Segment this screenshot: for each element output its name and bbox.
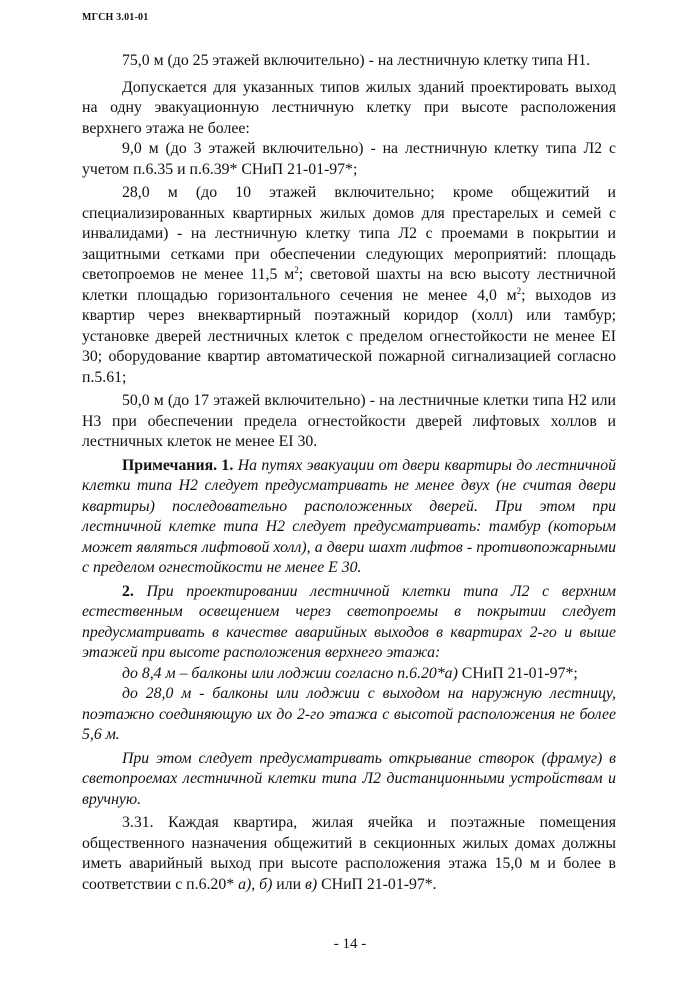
note-2-item-c: При этом следует предусматривать открывание створок (фрамуг) в светопроемах лестничной клетки типа Л2 дистанционными устройствам и вручную. — [82, 749, 616, 808]
notes-label: Примечания. 1. — [122, 456, 234, 474]
note-2-item-a-italic: до 8,4 м – балконы или лоджии согласно п.6.20*а) — [122, 664, 458, 682]
note-2-item-b: до 28,0 м - балконы или лоджии с выходом на наружную лестницу, поэтажно соединяющую их до 2-го этажа с высотой расположения не более 5,6 м. — [82, 685, 616, 743]
superscript-square: 2 — [516, 285, 522, 296]
clause-3-31 — [82, 813, 616, 895]
paragraph-50m-limit: 50,0 м (до 17 этажей включительно) - на лестничные клетки типа Н2 или Н3 при обеспечении предела огнестойкости дверей лифтовых холлов и лестничных клеток не менее EI 30. — [82, 392, 616, 450]
note-1-text: На путях эвакуации от двери квартиры до лестничной клетки типа Н2 следует предусматривать не менее двух (не считая двери квартиры) последовательно расположенных дверей. При этом при лестничной клетке типа Н2 следует предусматривать: тамбур (которым может являться лифтовой холл), а двери шахт лифтов - противопожарными с пределом огнестойкости не менее Е 30. — [82, 456, 617, 576]
clause-text-c: или — [272, 875, 306, 893]
paragraph-9m-limit: 9,0 м (до 3 этажей включительно) - на лестничную клетку типа Л2 с учетом п.6.35 и п.6.39* СНиП 21-01-97*; — [82, 140, 616, 178]
page-number: - 14 - — [333, 936, 367, 952]
note-2 — [82, 582, 616, 664]
clause-text-a: 3.31. Каждая квартира, жилая ячейка и поэтажные помещения общественного назначения общежитий в секционных жилых домах должны иметь аварийный выход при высоте расположения этажа 15,0 м и более в соответствии с п.6.20* — [82, 814, 616, 893]
note-2-item-a — [82, 664, 616, 685]
clause-text-e: СНиП 21-01-97*. — [317, 875, 437, 893]
clause-text-d: в) — [305, 875, 318, 893]
paragraph-28m-text-a: 28,0 м (до 10 этажей включительно; кроме общежитий и специализированных квартирных жилых домов для престарелых и семей с инвалидами) - на лестничную клетку типа Л2 с проемами в покрытии и защитными сетками при обеспечении следующих мероприятий: площадь светопроемов не менее 11,5 м — [82, 184, 616, 283]
paragraph-28m-limit — [82, 183, 616, 388]
paragraph-h1-limit: 75,0 м (до 25 этажей включительно) - на лестничную клетку типа Н1. — [122, 52, 591, 69]
paragraph-28m-text-b: ; световой шахты на всю высоту лестничной клетки площадью горизонтального сечения не менее 4,0 м — [82, 266, 616, 304]
note-2-label: 2. — [122, 582, 134, 600]
clause-text-b: а), б) — [238, 875, 273, 893]
paragraph-28m-text-c: ; выходов из квартир через внеквартирный поэтажный коридор (холл) или тамбур; установке дверей лестничных клеток с пределом огнестойкости не менее EI 30; оборудование квартир автоматической пожарной сигнализацией согласно п.5.61; — [82, 286, 616, 386]
document-body — [82, 51, 616, 895]
superscript-square: 2 — [294, 265, 299, 275]
note-2-item-a-ref: СНиП 21-01-97*; — [457, 664, 578, 682]
paragraph-single-exit-allowance: Допускается для указанных типов жилых зданий проектировать выход на одну эвакуационную лестничную клетку при высоте расположения верхнего этажа не более: — [82, 78, 616, 137]
note-2-text: При проектировании лестничной клетки типа Л2 с верхним естественным освещением через светопроемы в покрытии следует предусматривать в качестве аварийных выходов в квартирах 2-го и выше этажей при высоте расположения верхнего этажа: — [82, 582, 617, 661]
document-code-header: МГСН 3.01-01 — [82, 12, 149, 23]
note-1 — [82, 456, 616, 579]
